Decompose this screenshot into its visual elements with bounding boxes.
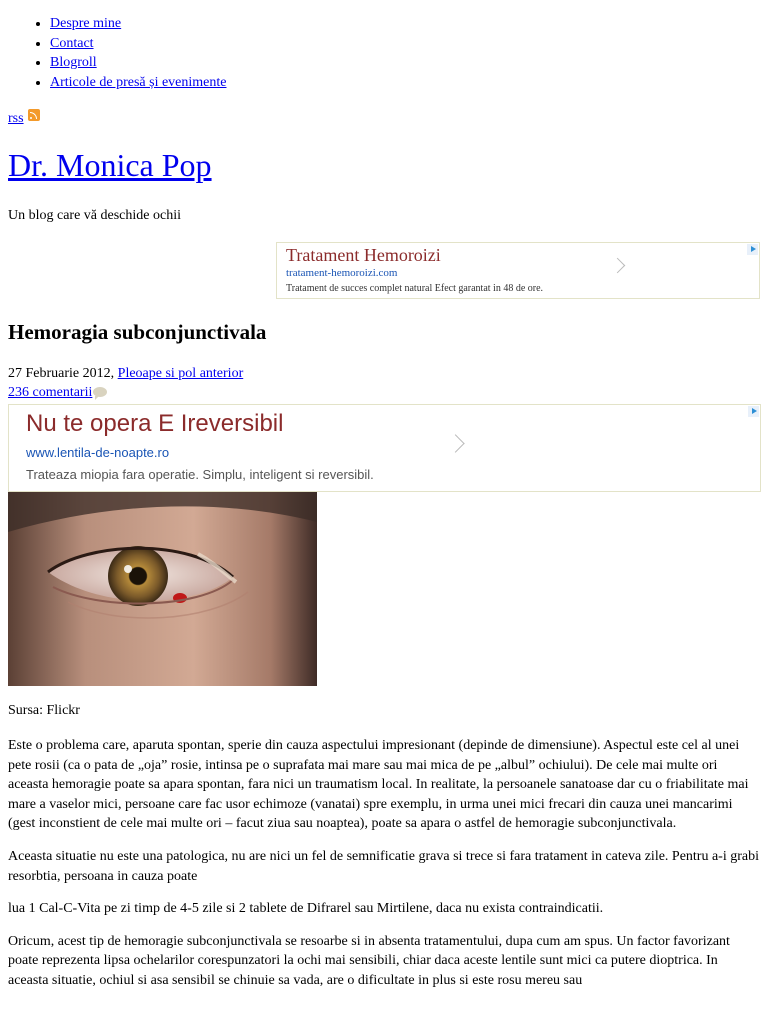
photo-caption: Sursa: Flickr — [8, 703, 80, 718]
nav-item-blogroll — [50, 53, 768, 73]
post-title: Hemoragia subconjunctivala — [8, 320, 267, 344]
ad-mid-title[interactable]: Nu te opera E Ireversibil — [26, 410, 284, 437]
ad-banner-top[interactable] — [276, 242, 760, 299]
ad-choices-icon[interactable] — [747, 244, 758, 255]
ad-choices-icon[interactable] — [748, 406, 759, 417]
post-comments-row — [8, 385, 107, 401]
nav-item-articole — [50, 73, 768, 93]
rss-link[interactable]: rss — [8, 111, 24, 126]
nav-item-despre-mine — [50, 14, 768, 34]
rss-link-row — [8, 109, 40, 127]
post-paragraph-3: lua 1 Cal-C-Vita pe zi timp de 4-5 zile si 2 tablete de Difrarel sau Mirtilene, daca nu exista contraindicatii. — [8, 901, 604, 917]
ad-top-url[interactable]: tratament-hemoroizi.com — [286, 267, 398, 279]
site-tagline: Un blog care vă deschide ochii — [8, 208, 181, 223]
post-paragraph-1: Este o problema care, aparuta spontan, sperie din cauza aspectului impresionant (depinde de dimensiune). Aspectul este cel al unei pete rosii (ca o pata de „oja” rosie, intinsa pe o suprafata mai mare sau mai mica de pe „albul” ochiului). De cele mai multe ori aceasta hemoragie poate sa apara spontan, fara nici un traumatism local. In realitate, la persoanele sanatoase dar cu o friabilitate mai mare a vaselor mici, persoane care fac usor echimoze (vanatai) spre exemplu, in urma unei mici frecari din cauza unei mancarimi (gest inconstient de cele mai multe ori – facut ziua sau noaptea), poate sa apara o astfel de hemoragie subconjunctivala. — [8, 738, 749, 832]
post-comments-link[interactable]: 236 comentarii — [8, 385, 93, 400]
post-meta — [8, 366, 243, 382]
post-category-link[interactable]: Pleoape si pol anterior — [117, 366, 244, 381]
nav-link-contact[interactable]: Contact — [50, 35, 94, 51]
post-content — [8, 736, 760, 1004]
rss-icon[interactable] — [28, 109, 40, 121]
nav-link-articole[interactable]: Articole de presă și evenimente — [50, 74, 227, 90]
ad-mid-url[interactable]: www.lentila-de-noapte.ro — [26, 445, 170, 460]
post-eye-photo — [8, 492, 317, 686]
ad-top-description: Tratament de succes complet natural Efect garantat in 48 de ore. — [286, 283, 544, 294]
nav-link-blogroll[interactable]: Blogroll — [50, 55, 97, 71]
site-title — [8, 147, 212, 184]
nav-item-contact — [50, 34, 768, 54]
nav-link-despre-mine[interactable]: Despre mine — [50, 16, 122, 31]
chevron-right-icon[interactable] — [610, 258, 626, 274]
top-navigation — [0, 0, 768, 92]
post-date: 27 Februarie 2012, — [8, 366, 115, 381]
ad-banner-mid[interactable] — [8, 404, 761, 492]
eye-photo-image — [8, 492, 317, 686]
ad-mid-description: Trateaza miopia fara operatie. Simplu, inteligent si reversibil. — [26, 467, 374, 482]
site-title-link[interactable]: Dr. Monica Pop — [8, 147, 212, 183]
chevron-right-icon[interactable] — [446, 434, 464, 452]
comment-bubble-icon — [93, 387, 107, 397]
ad-top-title[interactable]: Tratament Hemoroizi — [286, 245, 441, 265]
post-paragraph-2: Aceasta situatie nu este una patologica, nu are nici un fel de semnificatie grava si trece si fara tratament in cateva zile. Pentru a-i grabi resorbtia, persoana in cauza poate — [8, 848, 760, 884]
post-paragraph-4: Oricum, acest tip de hemoragie subconjunctivala se resoarbe si in absenta tratamentului, dupa cum am spus. Un factor favorizant poate reprezenta lipsa ochelarilor corespunzatori la ochi mai sensibili, chiar daca aceste lentile sunt mici ca putere dioptrica. In aceasta situatie, ochiul si asa sensibil se chinuie sa vada, are o dificultate in plus si este rosu mereu sau — [8, 933, 730, 988]
